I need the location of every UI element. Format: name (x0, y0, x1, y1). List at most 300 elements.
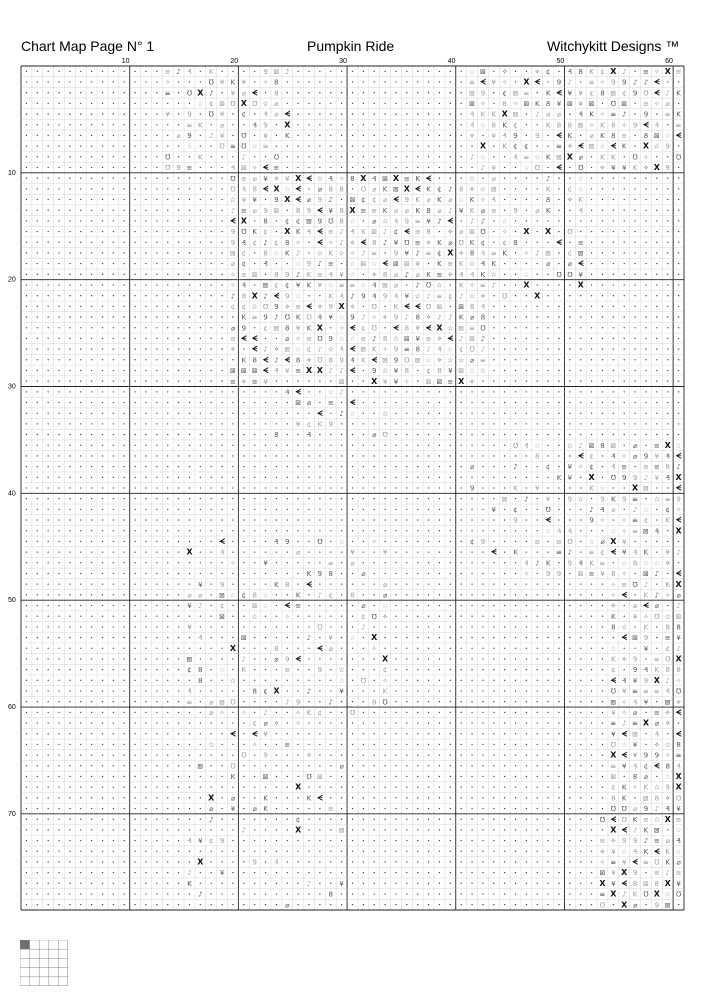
stitch-symbol: ⊠ (360, 345, 367, 354)
empty-cell-dot (417, 541, 418, 542)
stitch-symbol: ♪ (676, 548, 681, 557)
stitch-symbol: ℧ (501, 292, 508, 301)
empty-cell-dot (667, 295, 668, 296)
empty-cell-dot (471, 776, 472, 777)
empty-cell-dot (330, 113, 331, 114)
row-label: 70 (8, 810, 16, 818)
stitch-symbol: ¥ (491, 505, 497, 514)
empty-cell-dot (634, 220, 635, 221)
empty-cell-dot (124, 851, 125, 852)
empty-cell-dot (515, 327, 516, 328)
empty-cell-dot (243, 648, 244, 649)
stitch-symbol: K (502, 142, 507, 151)
empty-cell-dot (526, 530, 527, 531)
empty-cell-dot (134, 113, 135, 114)
empty-cell-dot (167, 797, 168, 798)
empty-cell-dot (48, 445, 49, 446)
empty-cell-dot (450, 551, 451, 552)
stitch-symbol: ℧ (469, 345, 475, 354)
empty-cell-dot (26, 103, 27, 104)
empty-cell-dot (200, 733, 201, 734)
empty-cell-dot (134, 487, 135, 488)
empty-cell-dot (558, 797, 559, 798)
empty-cell-dot (569, 776, 570, 777)
empty-cell-dot (374, 562, 375, 563)
empty-cell-dot (352, 423, 353, 424)
empty-cell-dot (341, 167, 342, 168)
stitch-symbol: ☆ (468, 367, 476, 376)
empty-cell-dot (167, 370, 168, 371)
empty-cell-dot (113, 252, 114, 253)
empty-cell-dot (48, 145, 49, 146)
empty-cell-dot (58, 348, 59, 349)
empty-cell-dot (493, 519, 494, 520)
empty-cell-dot (450, 584, 451, 585)
stitch-symbol: ⊠ (262, 281, 269, 290)
empty-cell-dot (91, 348, 92, 349)
empty-cell-dot (341, 477, 342, 478)
empty-cell-dot (461, 829, 462, 830)
empty-cell-dot (26, 156, 27, 157)
empty-cell-dot (145, 530, 146, 531)
empty-cell-dot (124, 594, 125, 595)
empty-cell-dot (58, 562, 59, 563)
stitch-symbol: 9 (632, 869, 638, 878)
empty-cell-dot (298, 765, 299, 766)
empty-cell-dot (156, 648, 157, 649)
empty-cell-dot (200, 178, 201, 179)
stitch-symbol: ℧ (284, 313, 290, 322)
empty-cell-dot (667, 573, 668, 574)
empty-cell-dot (428, 124, 429, 125)
stitch-symbol: 8 (274, 89, 279, 98)
empty-cell-dot (417, 765, 418, 766)
empty-cell-dot (26, 402, 27, 403)
stitch-symbol: ₰ (350, 356, 355, 365)
empty-cell-dot (102, 904, 103, 905)
empty-cell-dot (417, 701, 418, 702)
empty-cell-dot (461, 402, 462, 403)
empty-cell-dot (330, 584, 331, 585)
stitch-symbol: ⊠ (197, 762, 204, 771)
empty-cell-dot (374, 797, 375, 798)
empty-cell-dot (504, 861, 505, 862)
stitch-symbol: ₰ (393, 292, 399, 301)
stitch-symbol: ⊠ (512, 110, 519, 119)
empty-cell-dot (319, 295, 320, 296)
empty-cell-dot (178, 626, 179, 627)
empty-cell-dot (526, 669, 527, 670)
empty-cell-dot (298, 113, 299, 114)
empty-cell-dot (69, 829, 70, 830)
empty-cell-dot (406, 541, 407, 542)
stitch-symbol: ✧ (240, 377, 247, 386)
stitch-symbol: ℧ (610, 805, 617, 814)
empty-cell-dot (450, 135, 451, 136)
empty-cell-dot (58, 754, 59, 755)
stitch-symbol: ¥ (654, 473, 660, 482)
empty-cell-dot (124, 893, 125, 894)
empty-cell-dot (363, 637, 364, 638)
empty-cell-dot (124, 669, 125, 670)
empty-cell-dot (591, 744, 592, 745)
empty-cell-dot (341, 840, 342, 841)
empty-cell-dot (113, 391, 114, 392)
empty-cell-dot (417, 156, 418, 157)
empty-cell-dot (384, 124, 385, 125)
empty-cell-dot (145, 487, 146, 488)
empty-cell-dot (287, 156, 288, 157)
empty-cell-dot (37, 92, 38, 93)
stitch-symbol: K (208, 67, 214, 76)
empty-cell-dot (69, 616, 70, 617)
empty-cell-dot (493, 445, 494, 446)
empty-cell-dot (167, 338, 168, 339)
empty-cell-dot (26, 316, 27, 317)
empty-cell-dot (26, 712, 27, 713)
empty-cell-dot (58, 680, 59, 681)
empty-cell-dot (58, 92, 59, 93)
stitch-symbol: ₰ (621, 676, 627, 685)
empty-cell-dot (145, 637, 146, 638)
empty-cell-dot (113, 754, 114, 755)
empty-cell-dot (482, 808, 483, 809)
empty-cell-dot (558, 819, 559, 820)
empty-cell-dot (547, 797, 548, 798)
empty-cell-dot (91, 616, 92, 617)
empty-cell-dot (417, 786, 418, 787)
stitch-symbol: K (502, 249, 507, 258)
empty-cell-dot (537, 883, 538, 884)
empty-cell-dot (656, 274, 657, 275)
empty-cell-dot (417, 669, 418, 670)
empty-cell-dot (330, 722, 331, 723)
empty-cell-dot (200, 188, 201, 189)
stitch-symbol: ✧ (327, 238, 334, 247)
empty-cell-dot (124, 605, 125, 606)
empty-cell-dot (569, 658, 570, 659)
stitch-symbol: 8 (295, 356, 301, 365)
empty-cell-dot (591, 786, 592, 787)
empty-cell-dot (493, 904, 494, 905)
empty-cell-dot (156, 797, 157, 798)
empty-cell-dot (156, 242, 157, 243)
empty-cell-dot (113, 327, 114, 328)
empty-cell-dot (254, 776, 255, 777)
stitch-symbol: ☆ (425, 356, 432, 365)
empty-cell-dot (330, 509, 331, 510)
empty-cell-dot (308, 455, 309, 456)
empty-cell-dot (211, 199, 212, 200)
stitch-symbol: ᗕ (653, 761, 660, 771)
empty-cell-dot (69, 883, 70, 884)
empty-cell-dot (189, 893, 190, 894)
stitch-symbol: ¢ (187, 666, 192, 675)
stitch-symbol: 8 (665, 666, 670, 675)
empty-cell-dot (428, 637, 429, 638)
stitch-symbol: ¢ (545, 67, 551, 76)
empty-cell-dot (341, 423, 342, 424)
empty-cell-dot (450, 573, 451, 574)
stitch-symbol: X (610, 537, 617, 547)
stitch-symbol: ᗕ (447, 334, 454, 344)
empty-cell-dot (156, 680, 157, 681)
stitch-symbol: X (675, 772, 682, 782)
stitch-symbol: ¥ (230, 805, 236, 814)
empty-cell-dot (91, 733, 92, 734)
empty-cell-dot (580, 541, 581, 542)
stitch-symbol: ¥ (676, 805, 681, 814)
empty-cell-dot (232, 113, 233, 114)
stitch-symbol: 9 (274, 302, 279, 311)
empty-cell-dot (232, 71, 233, 72)
empty-cell-dot (439, 605, 440, 606)
empty-cell-dot (178, 690, 179, 691)
stitch-symbol: 9 (393, 345, 399, 354)
empty-cell-dot (232, 541, 233, 542)
empty-cell-dot (591, 776, 592, 777)
empty-cell-dot (124, 295, 125, 296)
stitch-symbol: ♪ (187, 869, 192, 878)
empty-cell-dot (634, 573, 635, 574)
empty-cell-dot (569, 348, 570, 349)
stitch-symbol: ≡ (610, 858, 617, 867)
empty-cell-dot (308, 648, 309, 649)
empty-cell-dot (48, 754, 49, 755)
empty-cell-dot (330, 477, 331, 478)
stitch-symbol: ♪ (589, 505, 594, 514)
empty-cell-dot (113, 370, 114, 371)
empty-cell-dot (384, 135, 385, 136)
empty-cell-dot (156, 626, 157, 627)
empty-cell-dot (395, 722, 396, 723)
empty-cell-dot (221, 263, 222, 264)
empty-cell-dot (232, 359, 233, 360)
empty-cell-dot (526, 199, 527, 200)
empty-cell-dot (265, 872, 266, 873)
stitch-symbol: ℧ (230, 698, 236, 707)
stitch-symbol: ♪ (382, 238, 388, 247)
empty-cell-dot (124, 145, 125, 146)
empty-cell-dot (211, 167, 212, 168)
empty-cell-dot (384, 883, 385, 884)
empty-cell-dot (298, 71, 299, 72)
stitch-symbol: ¥ (611, 708, 616, 717)
stitch-symbol: ᗕ (240, 334, 247, 344)
empty-cell-dot (504, 188, 505, 189)
empty-cell-dot (341, 819, 342, 820)
empty-cell-dot (80, 295, 81, 296)
stitch-symbol: 9 (621, 495, 627, 504)
empty-cell-dot (428, 81, 429, 82)
empty-cell-dot (526, 851, 527, 852)
stitch-symbol: ⌀ (372, 431, 377, 440)
stitch-symbol: ¥ (611, 879, 616, 888)
empty-cell-dot (395, 594, 396, 595)
stitch-symbol: ≡ (577, 238, 584, 247)
empty-cell-dot (113, 103, 114, 104)
empty-cell-dot (450, 541, 451, 542)
empty-cell-dot (352, 498, 353, 499)
stitch-symbol: ⊠ (469, 335, 475, 344)
stitch-symbol: ₰ (241, 281, 247, 290)
empty-cell-dot (602, 797, 603, 798)
stitch-symbol: ♪ (524, 495, 529, 504)
empty-cell-dot (515, 434, 516, 435)
stitch-symbol: ᗕ (349, 398, 356, 408)
empty-cell-dot (461, 220, 462, 221)
empty-cell-dot (298, 509, 299, 510)
empty-cell-dot (624, 348, 625, 349)
empty-cell-dot (656, 327, 657, 328)
stitch-symbol: ♪ (643, 78, 649, 87)
empty-cell-dot (167, 381, 168, 382)
empty-cell-dot (537, 626, 538, 627)
empty-cell-dot (547, 594, 548, 595)
empty-cell-dot (91, 754, 92, 755)
empty-cell-dot (395, 477, 396, 478)
stitch-symbol: ℧ (382, 698, 388, 707)
stitch-symbol: ℧ (675, 687, 682, 696)
empty-cell-dot (417, 872, 418, 873)
empty-cell-dot (591, 327, 592, 328)
empty-cell-dot (211, 616, 212, 617)
stitch-symbol: ¢ (589, 89, 594, 98)
stitch-symbol: ✧ (664, 559, 671, 568)
empty-cell-dot (537, 744, 538, 745)
empty-cell-dot (428, 690, 429, 691)
empty-cell-dot (58, 71, 59, 72)
empty-cell-dot (48, 381, 49, 382)
stitch-symbol: ⊠ (610, 773, 617, 782)
empty-cell-dot (580, 722, 581, 723)
empty-cell-dot (537, 605, 538, 606)
stitch-symbol: ⌀ (632, 441, 638, 450)
empty-cell-dot (363, 124, 364, 125)
empty-cell-dot (428, 530, 429, 531)
stitch-symbol: ᗕ (632, 857, 638, 867)
empty-cell-dot (602, 391, 603, 392)
empty-cell-dot (69, 423, 70, 424)
empty-cell-dot (569, 669, 570, 670)
empty-cell-dot (417, 584, 418, 585)
stitch-symbol: ℧ (208, 110, 214, 119)
empty-cell-dot (547, 883, 548, 884)
empty-cell-dot (232, 658, 233, 659)
empty-cell-dot (482, 861, 483, 862)
empty-cell-dot (156, 776, 157, 777)
stitch-symbol: 8 (198, 676, 203, 685)
stitch-symbol: ☆ (468, 67, 476, 76)
stitch-symbol: 8 (458, 185, 464, 194)
empty-cell-dot (145, 765, 146, 766)
empty-cell-dot (363, 776, 364, 777)
stitch-symbol: X (599, 878, 606, 888)
empty-cell-dot (493, 541, 494, 542)
empty-cell-dot (634, 626, 635, 627)
empty-cell-dot (58, 541, 59, 542)
stitch-symbol: ¥ (676, 634, 681, 643)
stitch-symbol: ☆ (479, 367, 487, 376)
stitch-symbol: ℧ (241, 228, 247, 237)
empty-cell-dot (439, 669, 440, 670)
stitch-symbol: 9 (263, 751, 268, 760)
stitch-symbol: ♪ (676, 644, 681, 653)
empty-cell-dot (134, 797, 135, 798)
empty-cell-dot (428, 648, 429, 649)
empty-cell-dot (319, 851, 320, 852)
empty-cell-dot (124, 509, 125, 510)
empty-cell-dot (482, 797, 483, 798)
empty-cell-dot (537, 701, 538, 702)
empty-cell-dot (406, 690, 407, 691)
empty-cell-dot (515, 274, 516, 275)
empty-cell-dot (189, 242, 190, 243)
stitch-symbol: ℧ (632, 153, 638, 162)
empty-cell-dot (124, 754, 125, 755)
empty-cell-dot (330, 103, 331, 104)
empty-cell-dot (48, 840, 49, 841)
empty-cell-dot (134, 616, 135, 617)
empty-cell-dot (58, 199, 59, 200)
empty-cell-dot (91, 231, 92, 232)
empty-cell-dot (167, 712, 168, 713)
empty-cell-dot (37, 594, 38, 595)
empty-cell-dot (547, 658, 548, 659)
empty-cell-dot (374, 423, 375, 424)
empty-cell-dot (254, 327, 255, 328)
empty-cell-dot (417, 434, 418, 435)
empty-cell-dot (526, 786, 527, 787)
stitch-symbol: ᗕ (610, 547, 617, 557)
stitch-symbol: ᗕ (284, 355, 291, 365)
empty-cell-dot (384, 626, 385, 627)
stitch-symbol: ℧ (599, 901, 606, 910)
stitch-symbol: ℧ (654, 612, 660, 621)
empty-cell-dot (221, 530, 222, 531)
empty-cell-dot (678, 284, 679, 285)
stitch-symbol: ≡ (675, 869, 682, 878)
empty-cell-dot (80, 584, 81, 585)
empty-cell-dot (156, 263, 157, 264)
empty-cell-dot (48, 819, 49, 820)
empty-cell-dot (515, 819, 516, 820)
empty-cell-dot (265, 487, 266, 488)
empty-cell-dot (156, 637, 157, 638)
stitch-symbol: ☆ (381, 602, 389, 611)
stitch-symbol: ✧ (338, 174, 345, 183)
empty-cell-dot (298, 562, 299, 563)
stitch-symbol: ✧ (458, 249, 465, 258)
empty-cell-dot (547, 680, 548, 681)
empty-cell-dot (439, 819, 440, 820)
stitch-symbol: ✧ (469, 281, 475, 290)
empty-cell-dot (26, 135, 27, 136)
empty-cell-dot (504, 829, 505, 830)
stitch-symbol: ♪ (632, 78, 638, 87)
empty-cell-dot (265, 584, 266, 585)
empty-cell-dot (134, 605, 135, 606)
empty-cell-dot (602, 188, 603, 189)
empty-cell-dot (91, 263, 92, 264)
stitch-symbol: K (491, 260, 497, 269)
empty-cell-dot (69, 124, 70, 125)
empty-cell-dot (363, 477, 364, 478)
stitch-symbol: ☆ (534, 153, 541, 162)
empty-cell-dot (113, 690, 114, 691)
empty-cell-dot (602, 669, 603, 670)
empty-cell-dot (504, 455, 505, 456)
